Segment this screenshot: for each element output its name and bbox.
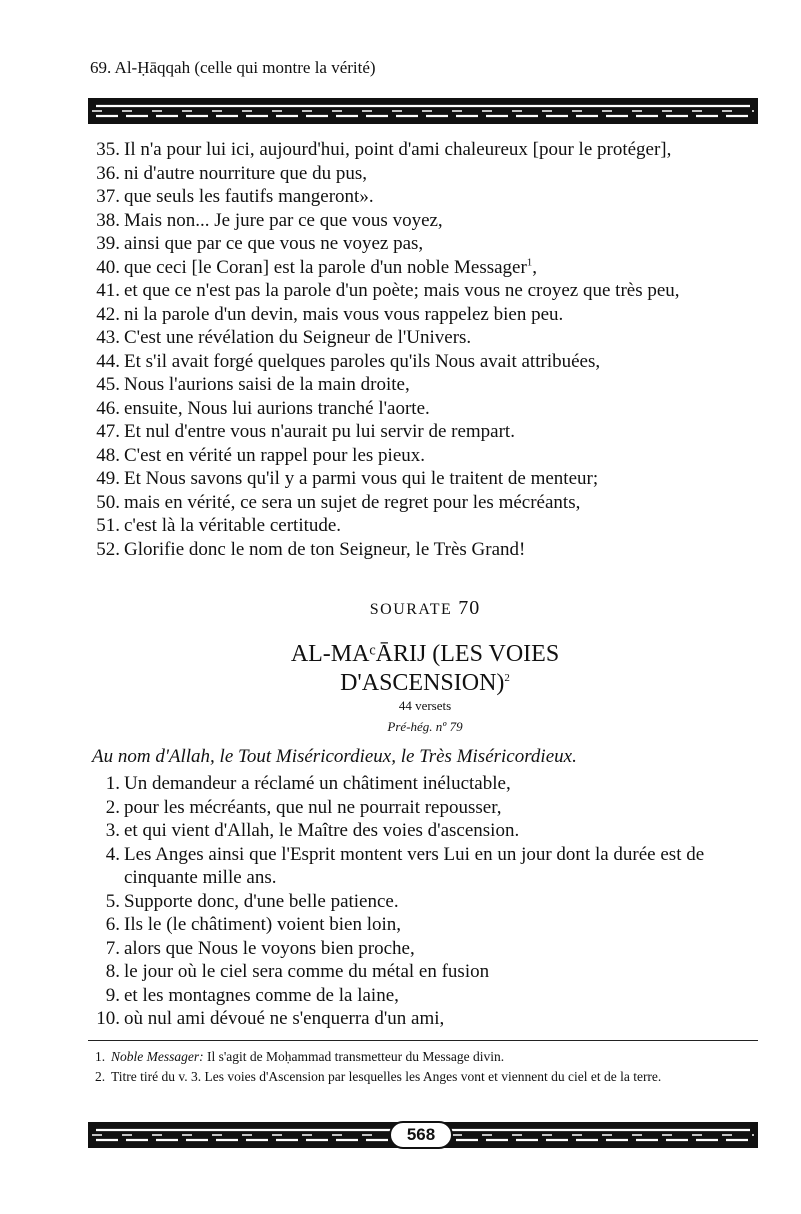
verse-text-block xyxy=(124,185,772,209)
verse-number: 39. xyxy=(96,233,120,254)
verse xyxy=(82,209,772,233)
verse-number: 6. xyxy=(105,914,120,935)
verse-text-block xyxy=(124,256,772,280)
verse-text: Ils le (le châtiment) voient bien loin, xyxy=(124,914,402,935)
verse-text: alors que Nous le voyons bien proche, xyxy=(124,937,415,959)
verse-text-block xyxy=(124,444,772,468)
verse xyxy=(82,913,772,937)
verse xyxy=(82,514,772,538)
verse-text-block xyxy=(124,1007,772,1031)
footnote-text: Il s'agit de Moḥammad transmetteur du Message divin. xyxy=(203,1049,505,1064)
verse-text: mais en vérité, ce sera un sujet de regret pour les mécréants, xyxy=(124,491,581,513)
verse xyxy=(82,303,772,327)
verse-text: Nous l'aurions saisi de la main droite, xyxy=(124,374,410,395)
footnote-number: 1. xyxy=(95,1049,106,1064)
verse-text-block xyxy=(124,514,772,538)
footnote-body xyxy=(111,1048,765,1065)
verse xyxy=(82,796,772,820)
verse-text: Les Anges ainsi que l'Esprit montent vers Lui en un jour dont la durée est de cinquante mille ans. xyxy=(124,843,705,888)
verse-number: 5. xyxy=(105,890,120,912)
verse-text: Mais non... Je jure par ce que vous voyez, xyxy=(124,209,443,231)
verse-text-block xyxy=(124,397,772,421)
verse-text-block xyxy=(124,843,772,890)
sourate-heading xyxy=(80,597,770,620)
verse-text: où nul ami dévoué ne s'enquerra d'un ami, xyxy=(124,1008,445,1029)
verse-text: et les montagnes comme de la laine, xyxy=(124,984,399,1006)
verse-number: 10. xyxy=(96,1008,120,1029)
verse-text-block xyxy=(124,467,772,491)
verse-text-block xyxy=(124,138,772,162)
title-line-2: D'ASCENSION) xyxy=(340,670,505,696)
verse xyxy=(82,1007,772,1031)
footnote xyxy=(95,1048,765,1065)
verse-list-top xyxy=(82,138,772,561)
verse xyxy=(82,843,772,890)
footnote-rule xyxy=(88,1040,758,1041)
verse-number: 9. xyxy=(105,984,120,1006)
verse-text: que seuls les fautifs mangeront». xyxy=(124,186,374,207)
verse-number: 43. xyxy=(96,327,120,348)
verse-number: 37. xyxy=(96,186,120,207)
verse-text-block xyxy=(124,538,772,562)
verse-list-bottom xyxy=(82,772,772,1031)
verse-text: et qui vient d'Allah, le Maître des voies d'ascension. xyxy=(124,820,520,841)
verse-text-block xyxy=(124,890,772,914)
verse xyxy=(82,350,772,374)
verse-text-block xyxy=(124,913,772,937)
footnote xyxy=(95,1068,765,1085)
verse-text: le jour où le ciel sera comme du métal en fusion xyxy=(124,961,490,982)
title-line-1: AL-MAᶜĀRIJ (LES VOIES xyxy=(290,641,560,667)
verse-text: et que ce n'est pas la parole d'un poète; mais vous ne croyez que très peu, xyxy=(124,280,680,301)
verse xyxy=(82,467,772,491)
verse-text: ensuite, Nous lui aurions tranché l'aorte. xyxy=(124,397,430,419)
verse-text: que ceci [le Coran] est la parole d'un noble Messager xyxy=(124,256,527,278)
title-footnote-mark: 2 xyxy=(504,672,510,684)
verse-number: 46. xyxy=(96,397,120,419)
verse-text: ainsi que par ce que vous ne voyez pas, xyxy=(124,233,424,254)
verse-tail: , xyxy=(532,256,538,278)
verse-text-block xyxy=(124,326,772,350)
verse-text-block xyxy=(124,960,772,984)
running-head: 69. Al-Ḥāqqah (celle qui montre la vérité) xyxy=(90,58,376,77)
verse xyxy=(82,491,772,515)
verse xyxy=(82,420,772,444)
verse-number: 35. xyxy=(96,139,120,160)
verse-number: 3. xyxy=(105,820,120,841)
verse-text: Et nul d'entre vous n'aurait pu lui servir de rempart. xyxy=(124,421,515,442)
verse-number: 52. xyxy=(96,538,120,560)
verse-text: ni d'autre nourriture que du pus, xyxy=(124,162,367,184)
verse xyxy=(82,890,772,914)
verse-number: 36. xyxy=(96,162,120,184)
verse-text-block xyxy=(124,819,772,843)
verse xyxy=(82,373,772,397)
verse-text-block xyxy=(124,373,772,397)
verse xyxy=(82,162,772,186)
verse-text-block xyxy=(124,303,772,327)
verse-text: Supporte donc, d'une belle patience. xyxy=(124,890,399,912)
verse-text-block xyxy=(124,491,772,515)
verse-text: Il n'a pour lui ici, aujourd'hui, point d'ami chaleureux [pour le protéger], xyxy=(124,139,672,160)
verse-text-block xyxy=(124,937,772,961)
verse-text: pour les mécréants, que nul ne pourrait repousser, xyxy=(124,796,502,818)
verse-text: C'est une révélation du Seigneur de l'Univers. xyxy=(124,327,472,348)
verse-number: 51. xyxy=(96,515,120,536)
verse xyxy=(82,185,772,209)
verse xyxy=(82,138,772,162)
verse-number: 49. xyxy=(96,468,120,489)
verse xyxy=(82,819,772,843)
footnote-term: Noble Messager: xyxy=(111,1049,204,1064)
verse-text-block xyxy=(124,232,772,256)
verse-text: Glorifie donc le nom de ton Seigneur, le Très Grand! xyxy=(124,538,526,560)
period-label: Pré-hég. nº 79 xyxy=(387,719,463,734)
verse xyxy=(82,937,772,961)
verse xyxy=(82,960,772,984)
verse-number: 38. xyxy=(96,209,120,231)
verse xyxy=(82,397,772,421)
verse-number: 40. xyxy=(96,256,120,278)
verse-text: c'est là la véritable certitude. xyxy=(124,515,342,536)
sourate-label: SOURATE xyxy=(369,601,453,618)
footnotes xyxy=(95,1048,765,1088)
verse-text-block xyxy=(124,420,772,444)
verse-text: Et s'il avait forgé quelques paroles qu'ils Nous avait attribuées, xyxy=(124,350,601,372)
verse xyxy=(82,984,772,1008)
verse-number: 1. xyxy=(105,773,120,794)
footnote-body xyxy=(111,1068,765,1085)
verse-number: 45. xyxy=(96,374,120,395)
page-number: 568 xyxy=(389,1121,453,1149)
verse-text: ni la parole d'un devin, mais vous vous rappelez bien peu. xyxy=(124,303,564,325)
verse-text-block xyxy=(124,209,772,233)
sourate-number: 70 xyxy=(458,597,481,619)
verse-number: 50. xyxy=(96,491,120,513)
verse xyxy=(82,772,772,796)
verse-number: 41. xyxy=(96,280,120,301)
verse xyxy=(82,326,772,350)
verse xyxy=(82,256,772,280)
verse-number: 48. xyxy=(96,444,120,466)
verse-number: 8. xyxy=(105,961,120,982)
footnote-text: Titre tiré du v. 3. Les voies d'Ascension par lesquelles les Anges vont et viennent du ciel et de la terre. xyxy=(111,1069,662,1084)
verse-number: 44. xyxy=(96,350,120,372)
verse-text-block xyxy=(124,350,772,374)
verse xyxy=(82,232,772,256)
surah-title xyxy=(80,640,770,698)
verse xyxy=(82,444,772,468)
verse-number: 7. xyxy=(105,937,120,959)
top-ornament-band xyxy=(88,98,758,124)
verse-number: 4. xyxy=(105,843,120,865)
verse-number: 42. xyxy=(96,303,120,325)
verse-text-block xyxy=(124,796,772,820)
verse-text-block xyxy=(124,984,772,1008)
verse-text: Un demandeur a réclamé un châtiment inéluctable, xyxy=(124,773,511,794)
footnote-number: 2. xyxy=(95,1069,106,1084)
verse xyxy=(82,538,772,562)
verse-count: 44 versets xyxy=(398,698,452,713)
verse-text-block xyxy=(124,279,772,303)
verse-text-block xyxy=(124,162,772,186)
verse-text-block xyxy=(124,772,772,796)
verse xyxy=(82,279,772,303)
verse-text: Et Nous savons qu'il y a parmi vous qui le traitent de menteur; xyxy=(124,468,599,489)
verse-number: 2. xyxy=(105,796,120,818)
verse-number: 47. xyxy=(96,421,120,442)
footnote-mark: 1 xyxy=(526,256,533,269)
verse-text: C'est en vérité un rappel pour les pieux. xyxy=(124,444,426,466)
basmala: Au nom d'Allah, le Tout Miséricordieux, le Très Miséricordieux. xyxy=(92,746,577,767)
